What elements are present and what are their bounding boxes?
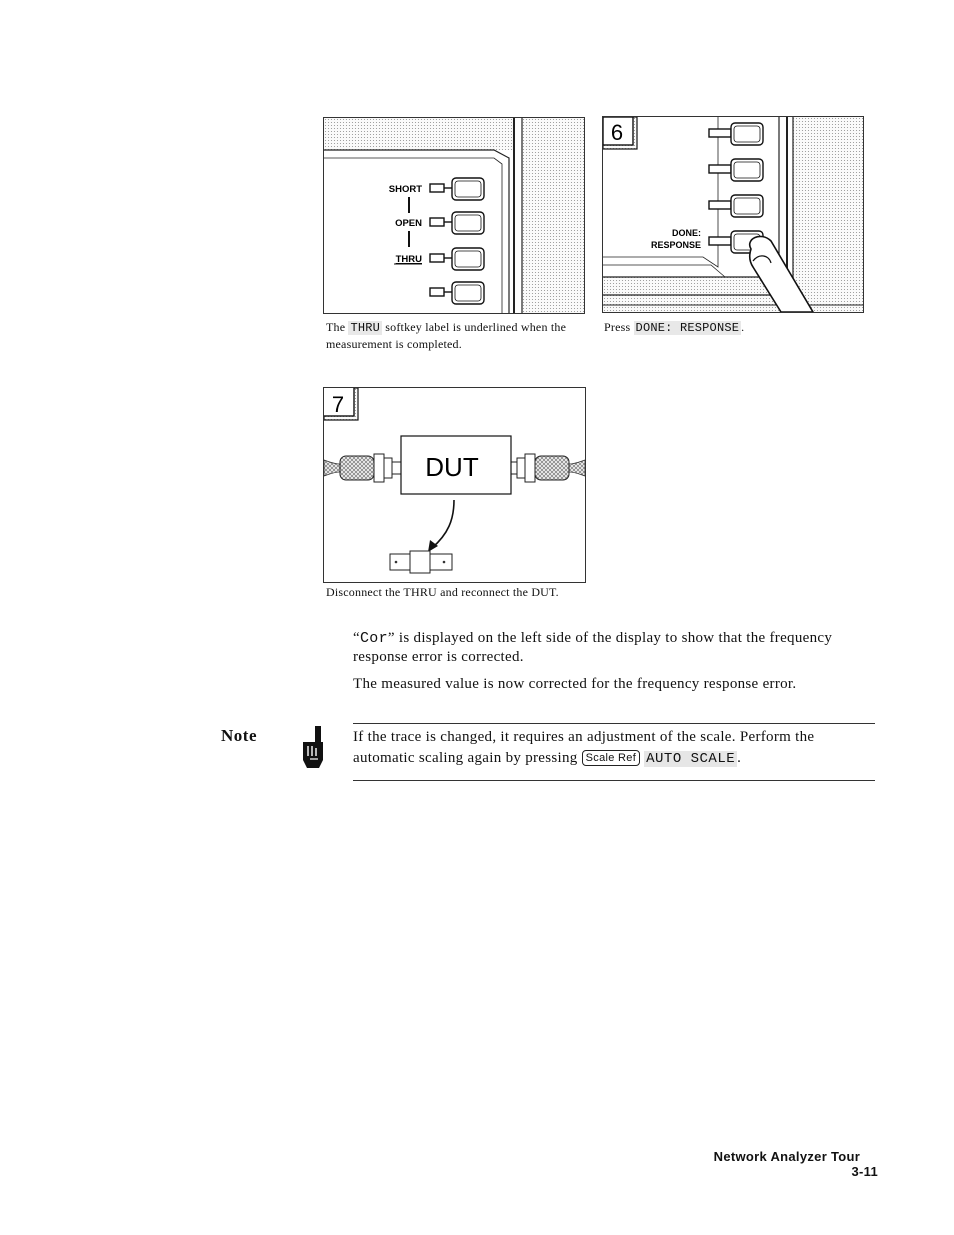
step-7-number: 7 xyxy=(331,392,345,417)
note-heading: Note xyxy=(221,726,257,745)
paragraph-measured-value: The measured value is now corrected for the frequency response error. xyxy=(353,676,797,692)
figure-step-6 xyxy=(602,116,864,313)
page-footer xyxy=(700,1149,878,1179)
done-response-illustration xyxy=(603,117,863,312)
label-thru: THRU xyxy=(395,254,422,265)
thru-adapter-icon xyxy=(390,551,452,573)
softkey-panel-illustration xyxy=(324,118,584,313)
softkey-done-response: DONE: RESPONSE xyxy=(635,321,740,335)
note-bottom-rule xyxy=(353,780,875,781)
footer-section: Network Analyzer Tour xyxy=(713,1149,861,1164)
note-top-rule xyxy=(353,723,875,724)
label-open: OPEN xyxy=(395,218,422,229)
cor-indicator: Cor xyxy=(359,630,388,647)
label-done: DONE: xyxy=(672,228,701,238)
paragraph-cor-displayed: “Cor” is displayed on the left side of the display to show that the frequency response error is corrected. xyxy=(353,630,833,665)
dut-label: DUT xyxy=(425,452,479,482)
dut-reconnect-illustration xyxy=(324,388,585,582)
label-response: RESPONSE xyxy=(650,240,701,250)
label-short: SHORT xyxy=(388,184,422,195)
pointing-hand-icon xyxy=(301,726,325,770)
arrow-down-icon xyxy=(428,540,438,552)
note-text: If the trace is changed, it requires an adjustment of the scale. Perform the automatic scaling again by pressing Scale Ref AUTO SCALE . xyxy=(353,729,815,767)
caption-step-6: Press DONE: RESPONSE . xyxy=(604,320,745,335)
step-6-number: 6 xyxy=(610,120,624,145)
page-number: 3-11 xyxy=(851,1164,878,1179)
caption-softkeys-thru: The THRU softkey label is underlined when the measurement is completed. xyxy=(326,320,567,351)
scale-ref-key: Scale Ref xyxy=(582,750,640,766)
figure-softkeys-thru xyxy=(323,117,585,314)
auto-scale-softkey: AUTO SCALE xyxy=(646,751,736,767)
softkey-thru: THRU xyxy=(350,321,381,335)
caption-step-7: Disconnect the THRU and reconnect the DUT. xyxy=(326,585,559,599)
figure-step-7 xyxy=(323,387,586,583)
